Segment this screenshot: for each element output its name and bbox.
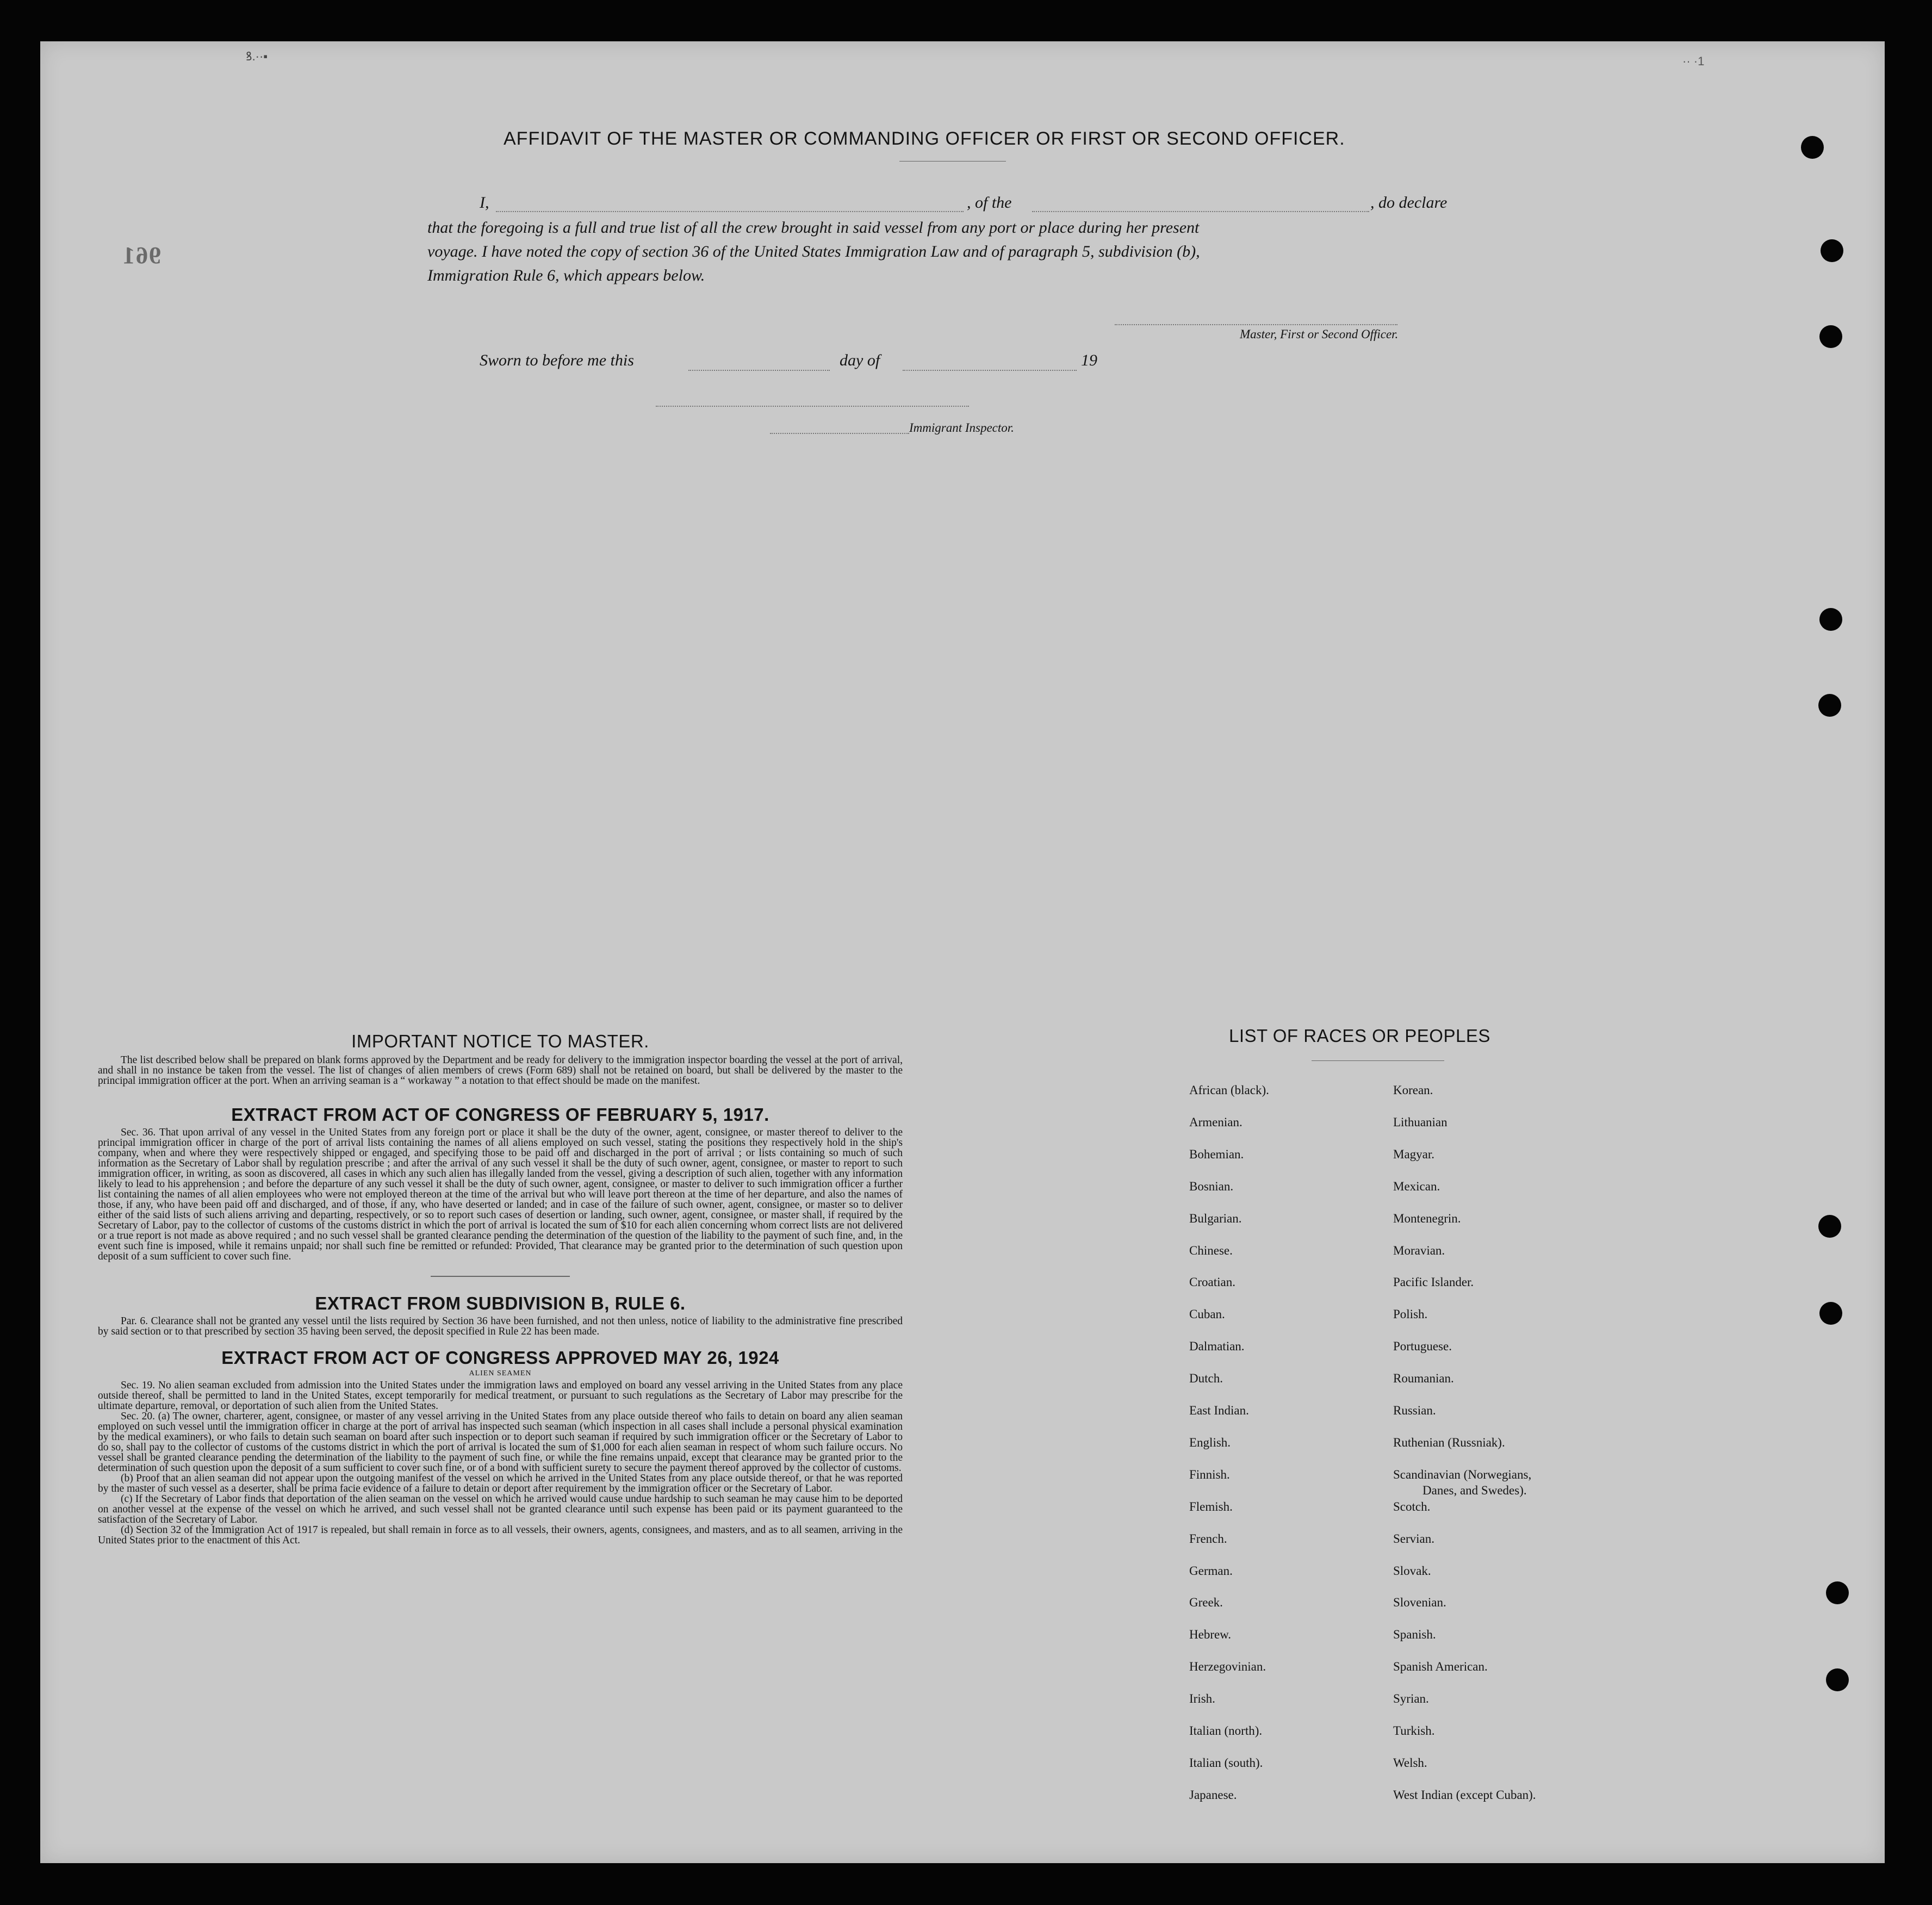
sworn-month-line[interactable] bbox=[903, 370, 1077, 371]
vessel-field-line[interactable] bbox=[1032, 211, 1369, 212]
year-label: 19 bbox=[1081, 351, 1097, 369]
affidavit-line-4: Immigration Rule 6, which appears below. bbox=[427, 266, 705, 284]
extract-1924-sec20a: Sec. 20. (a) The owner, charterer, agent, consignee, or master of any vessel arriving in the United States from any place outside thereof who fails to detain on board any alien seaman employed on such vessel until the immigration officer in charge at the port of arrival has inspected such seaman (which inspection in all cases shall include a personal physical examination by the medical examiners), or who fails to detain such seaman on board after such inspection or to deport such seaman if required by such immigration officer or the Secretary of Labor to do so, shall pay to the collector of customs of the customs district in which the port of arrival is located the sum of $1,000 for each alien seaman in respect of whom such failure occurs. No vessel shall be granted clearance pending the determination of the liability to the payment of such fine, or while the fine remains unpaid, except that clearance may be granted prior to the determination of such question upon the deposit of a sum sufficient to cover such fine, or of a bond with sufficient surety to secure the payment thereof approved by the collector of customs. bbox=[98, 1411, 903, 1474]
race-item: Portuguese. bbox=[1393, 1339, 1452, 1353]
race-item: Bulgarian. bbox=[1189, 1212, 1242, 1225]
race-item: Magyar. bbox=[1393, 1147, 1435, 1161]
title-rule bbox=[899, 161, 1006, 162]
race-item: Russian. bbox=[1393, 1404, 1436, 1417]
race-item: African (black). bbox=[1189, 1083, 1269, 1097]
affidavit-title: AFFIDAVIT OF THE MASTER OR COMMANDING OFFICER OR FIRST OR SECOND OFFICER. bbox=[504, 128, 1345, 149]
extract-1924-subtitle: ALIEN SEAMEN bbox=[469, 1369, 532, 1377]
sworn-day-line[interactable] bbox=[688, 370, 830, 371]
race-item: German. bbox=[1189, 1564, 1233, 1578]
race-item: Danes, and Swedes). bbox=[1422, 1484, 1527, 1497]
extract-1924-text bbox=[98, 1380, 903, 1546]
corner-mark-right: ·· ·1 bbox=[1682, 54, 1705, 68]
race-item: Slovak. bbox=[1393, 1564, 1431, 1578]
race-item: West Indian (except Cuban). bbox=[1393, 1788, 1536, 1802]
notice-text bbox=[98, 1055, 903, 1086]
extract-1917-text bbox=[98, 1127, 903, 1262]
extract-1924-sec20b: (b) Proof that an alien seaman did not appear upon the outgoing manifest of the vessel on which he arrived in the United States from any place outside thereof, or that he was reported by the master of such vessel as a deserter, shall be prima facie evidence of a failure to detain or deport after requirement by the immigration officer or the Secretary of Labor. bbox=[98, 1473, 903, 1494]
race-item: French. bbox=[1189, 1532, 1227, 1546]
race-item: Montenegrin. bbox=[1393, 1212, 1461, 1225]
inspector-signature-line[interactable] bbox=[770, 433, 909, 434]
margin-stamp: 961 bbox=[122, 242, 161, 269]
race-item: Lithuanian bbox=[1393, 1115, 1448, 1129]
race-item: Herzegovinian. bbox=[1189, 1660, 1266, 1673]
affidavit-line-2: that the foregoing is a full and true list of all the crew brought in said vessel from any port or place during her present bbox=[427, 219, 1200, 237]
race-item: Spanish American. bbox=[1393, 1660, 1488, 1673]
race-item: Hebrew. bbox=[1189, 1628, 1232, 1641]
punch-hole bbox=[1818, 1215, 1841, 1238]
race-item: East Indian. bbox=[1189, 1404, 1249, 1417]
inspector-upper-line[interactable] bbox=[656, 406, 969, 407]
section-divider bbox=[431, 1276, 570, 1277]
affidavit-i-label: I, bbox=[480, 194, 489, 212]
race-item: Dalmatian. bbox=[1189, 1339, 1245, 1353]
race-item: Greek. bbox=[1189, 1596, 1223, 1609]
affidavit-line-3: voyage. I have noted the copy of section 36 of the United States Immigration Law and of paragraph 5, subdivision (b), bbox=[427, 243, 1200, 260]
day-of-label: day of bbox=[840, 351, 880, 369]
extract-1924-sec20c: (c) If the Secretary of Labor finds that deportation of the alien seaman on the vessel on which he arrived would cause undue hardship to such seaman he may cause him to be deported on another vessel at the expense of the vessel on which he arrived, and such vessel shall not be granted clearance until such expense has been paid or its payment guaranteed to the satisfaction of the Secretary of Labor. bbox=[98, 1493, 903, 1525]
race-item: Bohemian. bbox=[1189, 1147, 1244, 1161]
race-item: Bosnian. bbox=[1189, 1180, 1234, 1193]
punch-hole bbox=[1819, 1302, 1842, 1325]
race-item: Finnish. bbox=[1189, 1468, 1230, 1481]
races-title: LIST OF RACES OR PEOPLES bbox=[1229, 1026, 1490, 1046]
notice-title: IMPORTANT NOTICE TO MASTER. bbox=[351, 1031, 649, 1051]
race-item: Irish. bbox=[1189, 1692, 1215, 1705]
extract-rule6-title: EXTRACT FROM SUBDIVISION B, RULE 6. bbox=[315, 1293, 686, 1313]
extract-1917-paragraph: Sec. 36. That upon arrival of any vessel in the United States from any foreign port or place it shall be the duty of the owner, agent, consignee, or master thereof to deliver to the principal immigration officer in charge of the port of arrival lists containing the names of all aliens employed on such vessel, stating the positions they respectively hold in the ship's company, when and where they were respectively shipped or engaged, and specifying those to be paid off and discharged in the port of arrival ; or lists containing so much of such information as the Secretary of Labor shall by regulation prescribe ; and after the arrival of any such vessel it shall be the duty of such owner, agent, consignee, or master to report to such immigration officer, in writing, as soon as discovered, all cases in which any such alien has illegally landed from the vessel, giving a description of such alien, together with any information likely to lead to his apprehension ; and before the departure of any such vessel it shall be the duty of such owner, agent, consignee, or master to deliver to such immigration officer a further list containing the names of all alien employees who were not employed thereon at the time of the arrival but who will leave port thereon at the time of her departure, and also the names of those, if any, who have been paid off and discharged, and of those, if any, who have deserted or landed; and in case of the failure of such owner, agent, consignee, or master so to deliver either of the said lists of such aliens arriving and departing, respectively, or so to report such cases of desertion or landing, such owner, agent, consignee, or master shall, if required by the Secretary of Labor, pay to the collector of customs of the customs district in which the port of arrival is located the sum of $10 for each alien concerning whom correct lists are not delivered or a true report is not made as above required ; and no such vessel shall be granted clearance pending the determination of the question of the liability to the payment of such fine, and, in the event such fine is imposed, while it remains unpaid; nor shall such fine be remitted or refunded: Provided, That clearance may be granted prior to the determination of such question upon deposit of a sum sufficient to cover such fine. bbox=[98, 1127, 903, 1262]
corner-mark-left: ꝸ.··▪ bbox=[246, 49, 268, 63]
punch-hole bbox=[1826, 1668, 1849, 1691]
notice-paragraph: The list described below shall be prepared on blank forms approved by the Department and be ready for delivery to the immigration inspector boarding the vessel at the port of arrival, and shall in no instance be taken from the vessel. The list of changes of alien members of crews (Form 689) shall not be retained on board, but shall be delivered by the master to the principal immigration officer at the port. When an arriving seaman is a “ workaway ” a notation to that effect should be made on the manifest. bbox=[98, 1054, 903, 1087]
race-item: Flemish. bbox=[1189, 1500, 1233, 1513]
punch-hole bbox=[1826, 1581, 1849, 1604]
race-item: Mexican. bbox=[1393, 1180, 1440, 1193]
punch-hole bbox=[1818, 694, 1841, 717]
master-signature-line[interactable] bbox=[1115, 324, 1397, 325]
race-item: Roumanian. bbox=[1393, 1372, 1454, 1385]
race-item: Chinese. bbox=[1189, 1244, 1233, 1257]
punch-hole bbox=[1819, 608, 1842, 631]
extract-rule6-paragraph: Par. 6. Clearance shall not be granted any vessel until the lists required by Section 36 have been furnished, and not then unless, notice of liability to the administrative fine prescribed by said section or to that prescribed by section 35 having been served, the deposit specified in Rule 22 has been made. bbox=[98, 1315, 903, 1337]
race-item: Dutch. bbox=[1189, 1372, 1223, 1385]
affidavit-of-the: , of the bbox=[967, 194, 1012, 212]
race-item: Servian. bbox=[1393, 1532, 1435, 1546]
race-item: Syrian. bbox=[1393, 1692, 1429, 1705]
race-item: English. bbox=[1189, 1436, 1231, 1449]
race-item: Italian (south). bbox=[1189, 1756, 1263, 1770]
race-item: Pacific Islander. bbox=[1393, 1275, 1474, 1289]
race-item: Italian (north). bbox=[1189, 1724, 1263, 1738]
race-item: Slovenian. bbox=[1393, 1596, 1446, 1609]
extract-1917-title: EXTRACT FROM ACT OF CONGRESS OF FEBRUARY 5, 1917. bbox=[231, 1104, 769, 1125]
name-field-line[interactable] bbox=[496, 211, 964, 212]
race-item: Polish. bbox=[1393, 1307, 1428, 1321]
race-item: Croatian. bbox=[1189, 1275, 1235, 1289]
extract-1924-sec20d: (d) Section 32 of the Immigration Act of 1917 is repealed, but shall remain in force as to all vessels, their owners, agents, consignees, and masters, and as to all seamen, arriving in the United States prior to the enactment of this Act. bbox=[98, 1524, 903, 1546]
race-item: Armenian. bbox=[1189, 1115, 1243, 1129]
race-item: Scotch. bbox=[1393, 1500, 1431, 1513]
sworn-label: Sworn to before me this bbox=[480, 351, 634, 369]
race-item: Turkish. bbox=[1393, 1724, 1435, 1738]
master-signature-label: Master, First or Second Officer. bbox=[1240, 327, 1399, 341]
punch-hole bbox=[1821, 239, 1843, 262]
race-item: Ruthenian (Russniak). bbox=[1393, 1436, 1505, 1449]
extract-1924-sec19: Sec. 19. No alien seaman excluded from admission into the United States under the immigration laws and employed on board any vessel arriving in the United States from any place outside thereof, shall be permitted to land in the United States, except temporarily for medical treatment, or pursuant to such regulations as the Secretary of Labor may prescribe for the ultimate departure, removal, or deportation of such alien from the United States. bbox=[98, 1380, 903, 1412]
race-item: Moravian. bbox=[1393, 1244, 1445, 1257]
races-title-rule bbox=[1312, 1060, 1444, 1061]
race-item: Scandinavian (Norwegians, bbox=[1393, 1468, 1532, 1481]
race-item: Welsh. bbox=[1393, 1756, 1427, 1770]
form-page bbox=[40, 41, 1885, 1863]
extract-1924-title: EXTRACT FROM ACT OF CONGRESS APPROVED MAY 26, 1924 bbox=[221, 1348, 779, 1368]
legal-column bbox=[98, 1031, 903, 1546]
punch-hole bbox=[1801, 136, 1824, 159]
affidavit-do-declare: , do declare bbox=[1370, 194, 1448, 212]
inspector-label: Immigrant Inspector. bbox=[909, 421, 1014, 435]
race-item: Cuban. bbox=[1189, 1307, 1225, 1321]
race-item: Korean. bbox=[1393, 1083, 1433, 1097]
extract-rule6-text bbox=[98, 1316, 903, 1337]
race-item: Japanese. bbox=[1189, 1788, 1237, 1802]
punch-hole bbox=[1819, 325, 1842, 348]
race-item: Spanish. bbox=[1393, 1628, 1436, 1641]
